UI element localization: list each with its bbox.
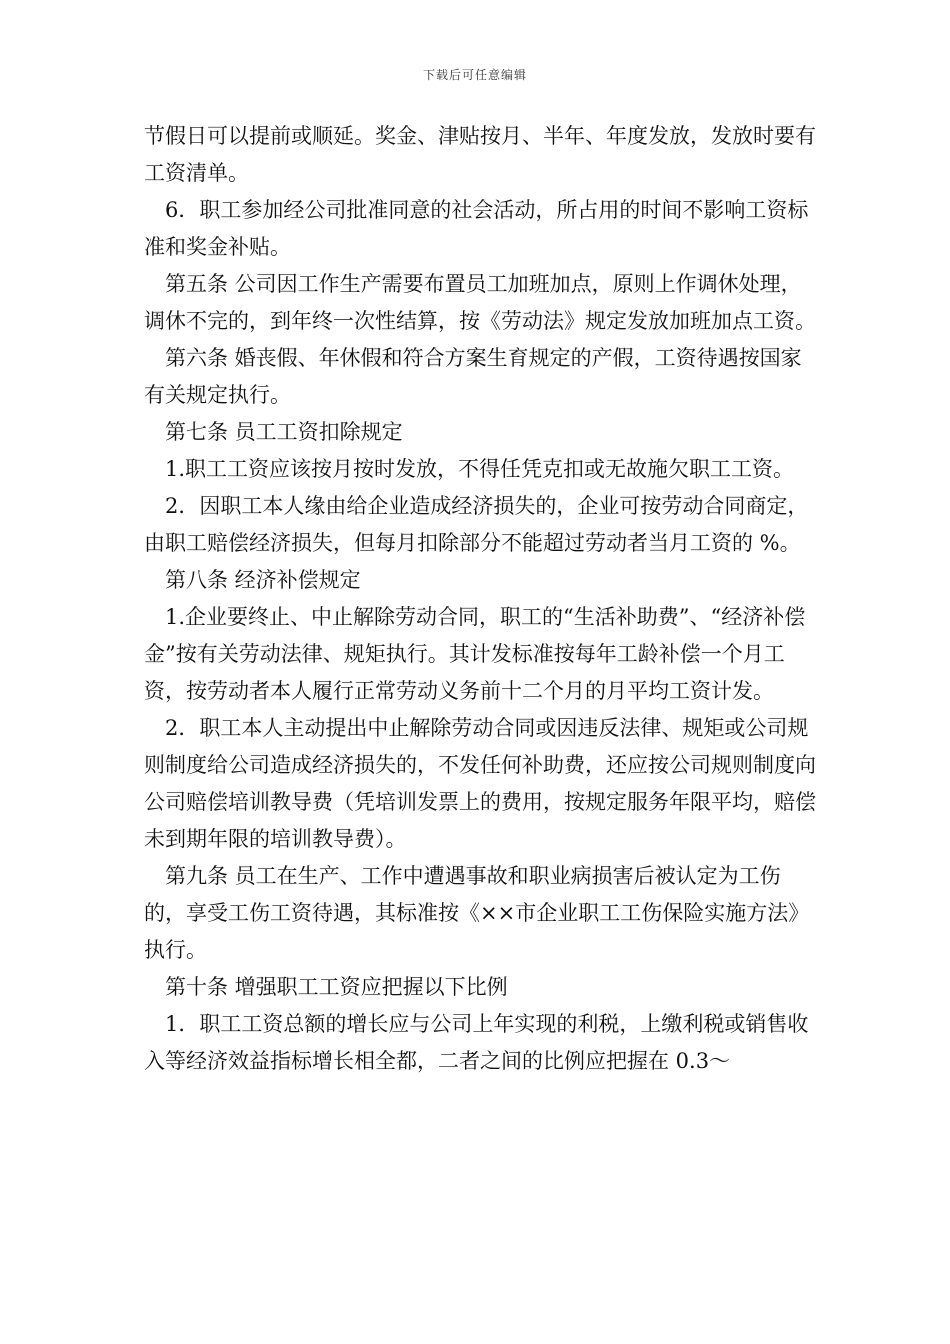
paragraph: 2．因职工本人缘由给企业造成经济损失的，企业可按劳动合同商定，由职工赔偿经济损失，但每月扣除部分不能超过劳动者当月工资的 %。: [144, 494, 809, 555]
paragraph: 1.职工工资应该按月按时发放，不得任凭克扣或无故施欠职工工资。: [165, 457, 795, 481]
document-body: [144, 118, 816, 1080]
paragraph: 1．职工工资总额的增长应与公司上年实现的利税，上缴利税或销售收入等经济效益指标增长相全都，二者之间的比例应把握在 0.3～: [144, 1012, 809, 1073]
paragraph: 节假日可以提前或顺延。奖金、津贴按月、半年、年度发放，发放时要有工资清单。: [144, 124, 816, 185]
paragraph: 6．职工参加经公司批准同意的社会活动，所占用的时间不影响工资标准和奖金补贴。: [144, 198, 809, 259]
paragraph: 1.企业要终止、中止解除劳动合同，职工的“生活补助费”、“经济补偿金”按有关劳动法律、规矩执行。其计发标准按每年工龄补偿一个月工资，按劳动者本人履行正常劳动义务前十二个月的月平均工资计发。: [144, 605, 806, 703]
paragraph: 2．职工本人主动提出中止解除劳动合同或因违反法律、规矩或公司规则制度给公司造成经济损失的，不发任何补助费，还应按公司规则制度向公司赔偿培训教导费（凭培训发票上的费用，按规定服务年限平均，赔偿未到期年限的培训教导费）。: [144, 716, 816, 851]
heading-article-7: 第七条 员工工资扣除规定: [165, 420, 403, 444]
page-header: 下载后可任意编辑: [422, 68, 527, 82]
heading-article-10: 第十条 增强职工工资应把握以下比例: [165, 975, 508, 999]
paragraph-article-5: 第五条 公司因工作生产需要布置员工加班加点，原则上作调休处理，调休不完的，到年终一次性结算，按《劳动法》规定发放加班加点工资。: [144, 272, 816, 333]
heading-article-8: 第八条 经济补偿规定: [165, 568, 361, 592]
paragraph-article-9: 第九条 员工在生产、工作中遭遇事故和职业病损害后被认定为工伤的，享受工伤工资待遇，其标准按《××市企业职工工伤保险实施方法》执行。: [144, 864, 810, 962]
paragraph-article-6: 第六条 婚丧假、年休假和符合方案生育规定的产假，工资待遇按国家有关规定执行。: [144, 346, 802, 407]
